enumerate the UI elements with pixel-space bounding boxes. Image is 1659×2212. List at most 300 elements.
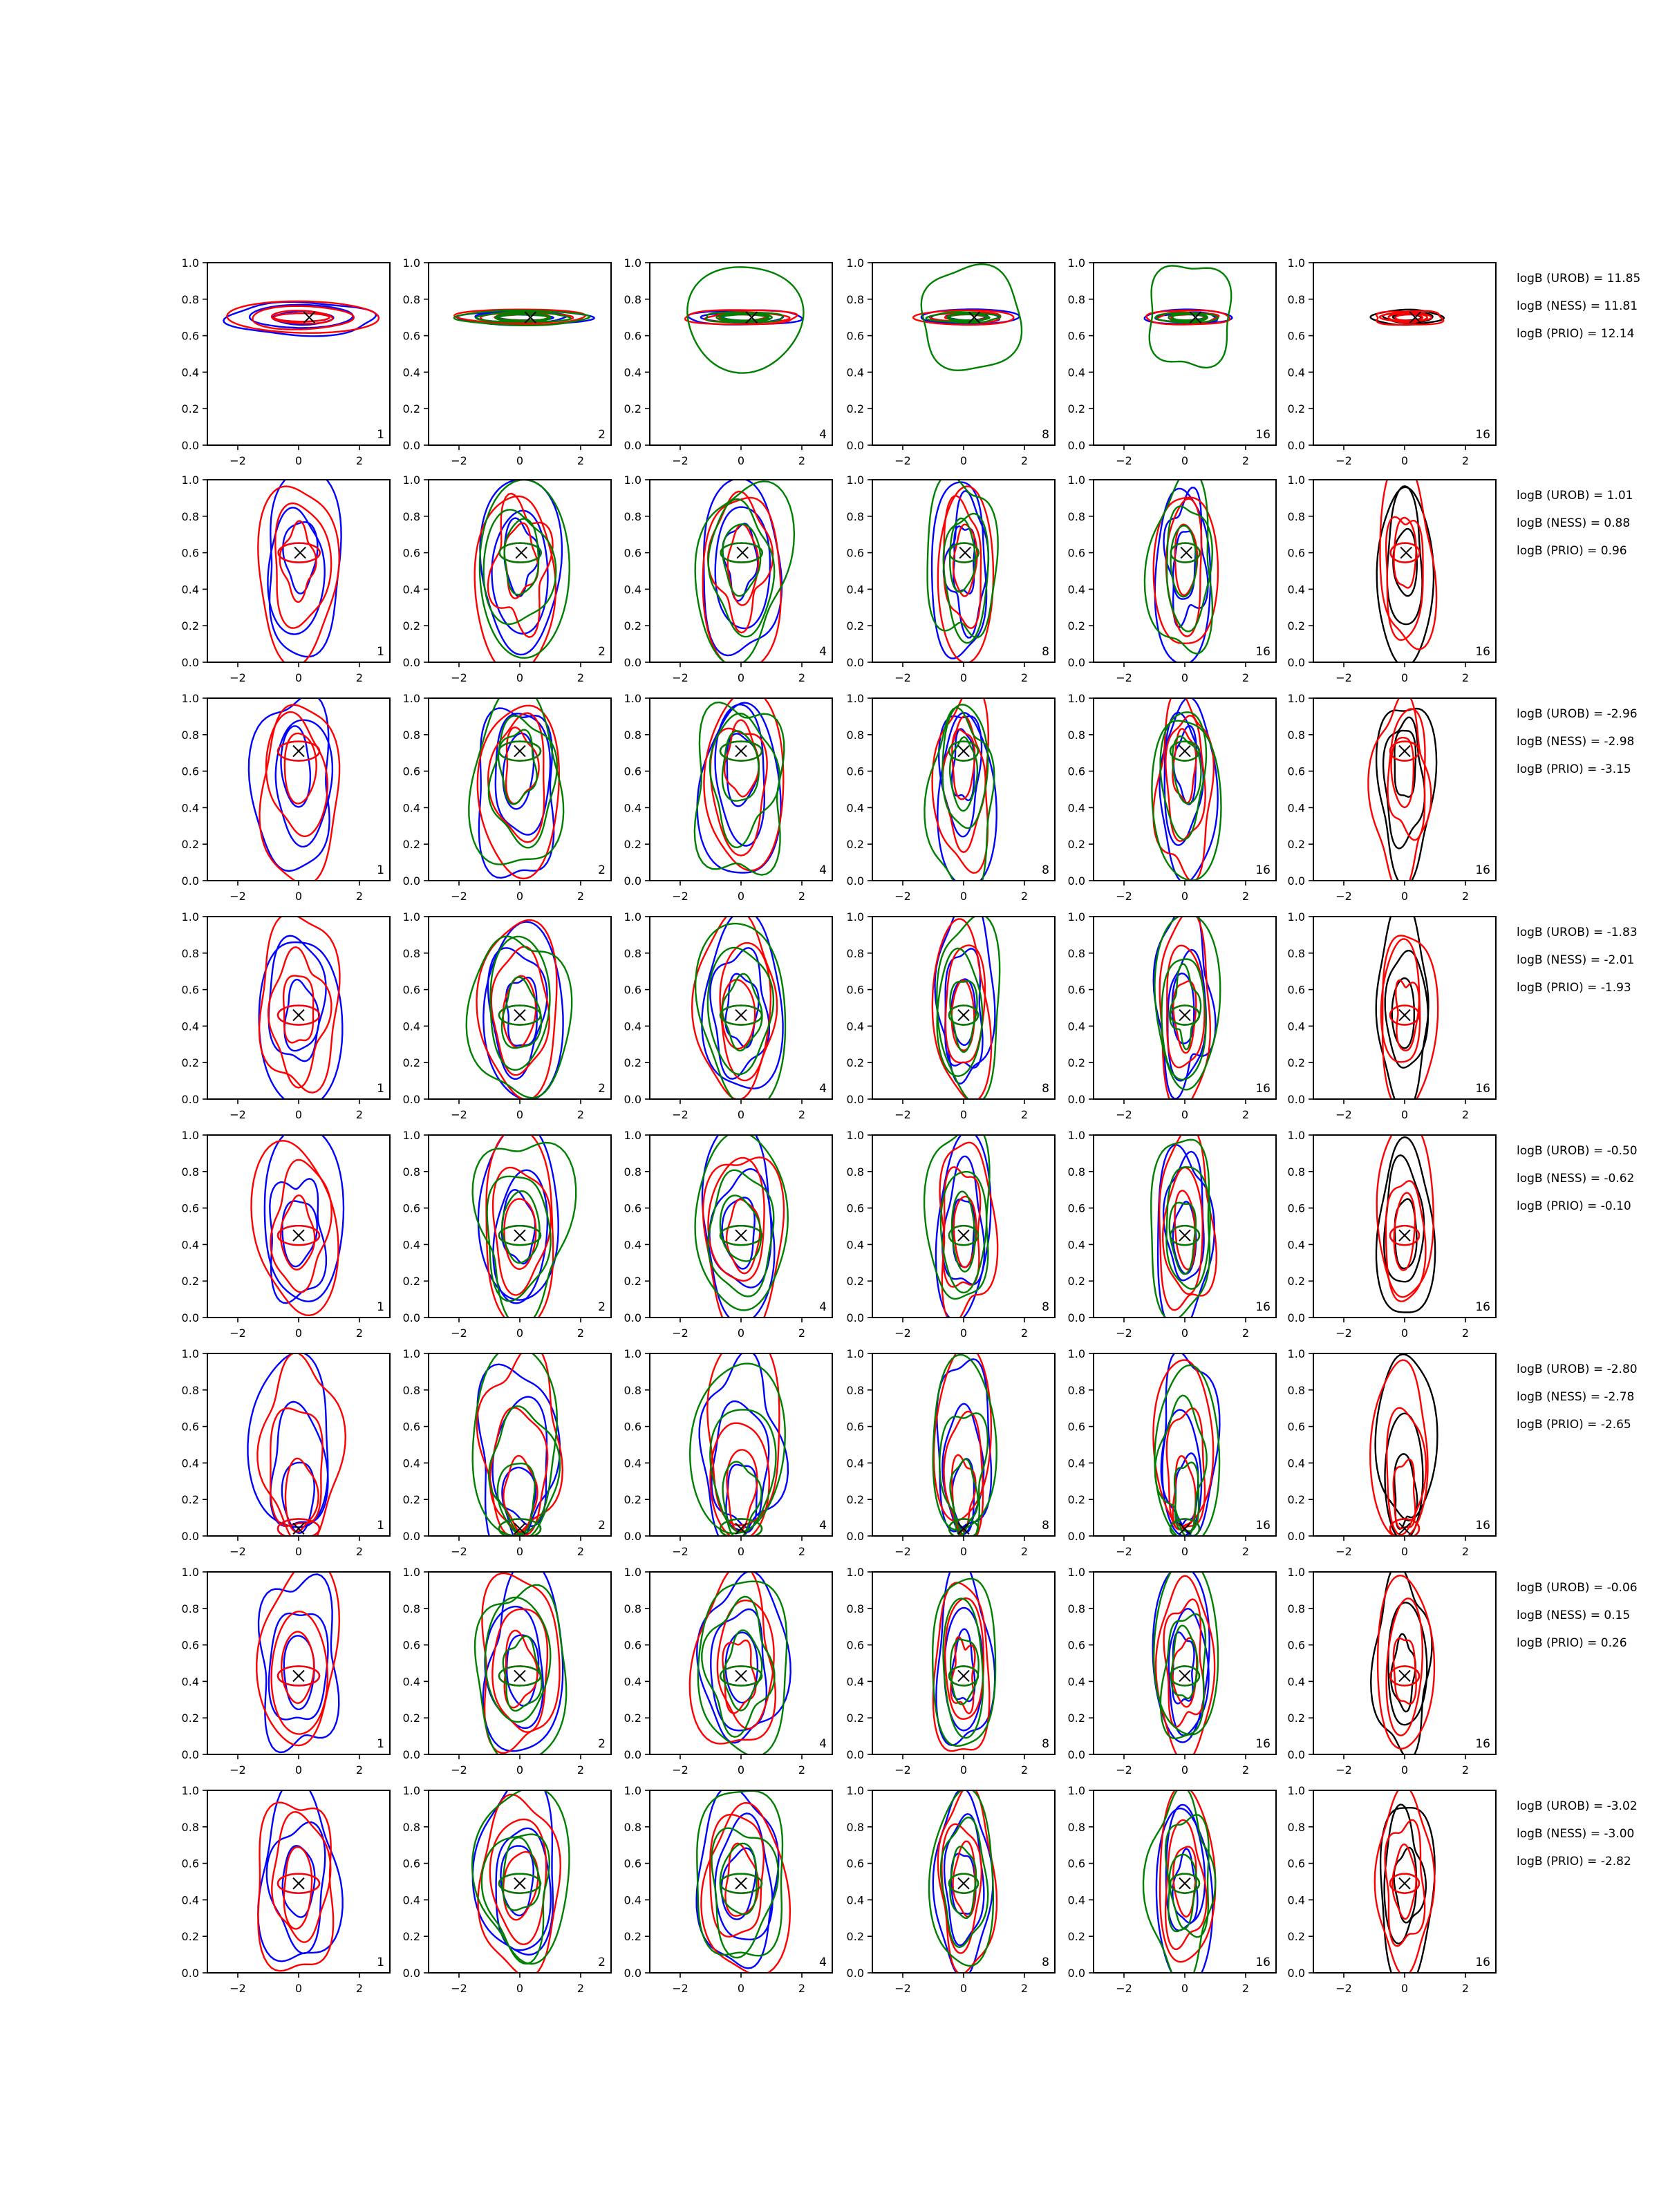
subplot-r6-c4 xyxy=(847,1345,1055,1558)
y-tick-label: 0.8 xyxy=(624,509,641,523)
truth-marker xyxy=(514,1670,525,1681)
x-tick-label: 0 xyxy=(294,1763,303,1777)
y-tick-label: 0.0 xyxy=(1287,1967,1305,1980)
x-tick-label: 2 xyxy=(1020,1982,1029,1995)
x-tick-label: 2 xyxy=(1241,1545,1250,1558)
y-tick-label: 0.0 xyxy=(846,1530,864,1543)
y-tick-label: 1.0 xyxy=(181,692,199,705)
y-tick-label: 0.2 xyxy=(181,402,199,416)
axes-frame xyxy=(1094,1790,1276,1973)
x-tick-label: −2 xyxy=(1116,1982,1132,1995)
x-tick-label: −2 xyxy=(672,1545,688,1558)
y-tick-label: 0.6 xyxy=(1287,1638,1305,1652)
y-tick-label: 0.0 xyxy=(1067,1093,1085,1106)
y-tick-label: 0.4 xyxy=(402,366,420,379)
x-tick-label: 0 xyxy=(516,890,524,903)
subplot-r1-c3 xyxy=(624,256,832,467)
truth-marker xyxy=(294,547,306,559)
contour-ness-level-3 xyxy=(727,1199,760,1273)
y-tick-label: 0.4 xyxy=(846,1675,864,1689)
contour-ness-level-3 xyxy=(505,1199,536,1268)
logb-annotation: logB (NESS) = 11.81 xyxy=(1517,299,1638,313)
y-tick-label: 0.8 xyxy=(1067,946,1085,960)
subplot-r8-c4 xyxy=(847,1784,1055,1995)
x-tick-label: 2 xyxy=(577,1327,585,1340)
y-tick-label: 0.6 xyxy=(846,1638,864,1652)
axes-frame xyxy=(1094,917,1276,1099)
truth-marker xyxy=(293,1670,304,1681)
y-tick-label: 0.0 xyxy=(181,1967,199,1980)
x-tick-label: 2 xyxy=(798,1545,806,1558)
y-tick-label: 0.2 xyxy=(624,1056,641,1070)
x-tick-label: 2 xyxy=(1461,1545,1470,1558)
x-tick-label: −2 xyxy=(451,671,467,684)
y-tick-label: 0.6 xyxy=(181,1201,199,1215)
contour-group xyxy=(473,1123,577,1328)
y-tick-label: 0.0 xyxy=(402,656,420,669)
contour-group xyxy=(472,1774,569,1978)
x-tick-label: 0 xyxy=(516,1108,524,1121)
y-tick-label: 0.0 xyxy=(1287,656,1305,669)
subplot-r1-c6 xyxy=(1288,256,1496,467)
axes-frame xyxy=(1313,698,1496,881)
y-tick-label: 0.4 xyxy=(624,801,641,815)
x-tick-label: 0 xyxy=(516,1982,524,1995)
subplot-r3-c1 xyxy=(182,692,390,903)
subplot-r7-c6 xyxy=(1288,1565,1496,1777)
axes-frame xyxy=(872,263,1055,445)
y-tick-label: 1.0 xyxy=(1067,256,1085,270)
axes-frame xyxy=(429,1790,611,1973)
x-tick-label: 0 xyxy=(959,1108,968,1121)
x-tick-label: 0 xyxy=(516,671,524,684)
y-tick-label: 0.4 xyxy=(846,1456,864,1470)
x-tick-label: 2 xyxy=(355,1327,364,1340)
x-tick-label: 0 xyxy=(294,890,303,903)
x-tick-label: 2 xyxy=(355,1763,364,1777)
x-tick-label: 0 xyxy=(737,1545,745,1558)
panel-label: 4 xyxy=(819,428,827,442)
y-tick-label: 0.2 xyxy=(624,1930,641,1944)
subplot-r3-c3 xyxy=(624,690,832,903)
axes-frame xyxy=(650,1353,832,1536)
y-tick-label: 0.8 xyxy=(1287,1383,1305,1397)
subplot-r2-c3 xyxy=(624,474,832,684)
y-tick-label: 0.0 xyxy=(624,1748,641,1761)
truth-marker xyxy=(1179,1010,1190,1021)
y-tick-label: 0.4 xyxy=(1067,366,1085,379)
contour-reference-level-2 xyxy=(1384,1155,1424,1282)
contour-ness-level-2 xyxy=(253,306,354,330)
x-tick-label: 0 xyxy=(1181,890,1189,903)
contour-urob-level-1 xyxy=(935,895,995,1084)
x-tick-label: −2 xyxy=(672,1982,688,1995)
x-tick-label: 0 xyxy=(294,1982,303,1995)
y-tick-label: 0.8 xyxy=(624,1820,641,1834)
y-tick-label: 0.6 xyxy=(1287,983,1305,997)
x-tick-label: 0 xyxy=(737,454,745,467)
x-tick-label: −2 xyxy=(894,454,911,467)
subplot-r7-c5 xyxy=(1068,1559,1276,1777)
subplot-r5-c6 xyxy=(1288,1121,1496,1340)
x-tick-label: −2 xyxy=(229,454,246,467)
x-tick-label: −2 xyxy=(672,1108,688,1121)
y-tick-label: 0.2 xyxy=(846,1056,864,1070)
contour-group xyxy=(256,1559,339,1752)
x-tick-label: 2 xyxy=(798,890,806,903)
y-tick-label: 0.4 xyxy=(181,1893,199,1907)
x-tick-label: 0 xyxy=(1181,1545,1189,1558)
x-tick-label: −2 xyxy=(672,890,688,903)
y-tick-label: 0.4 xyxy=(624,1238,641,1252)
contour-group xyxy=(933,1345,997,1542)
y-tick-label: 0.0 xyxy=(846,656,864,669)
y-tick-label: 1.0 xyxy=(624,1784,641,1797)
y-tick-label: 0.6 xyxy=(181,546,199,560)
y-tick-label: 0.4 xyxy=(624,366,641,379)
y-tick-label: 0.0 xyxy=(402,1530,420,1543)
y-tick-label: 0.4 xyxy=(846,1238,864,1252)
x-tick-label: 0 xyxy=(516,1327,524,1340)
x-tick-label: 0 xyxy=(516,454,524,467)
y-tick-label: 0.8 xyxy=(1067,509,1085,523)
logb-annotation: logB (NESS) = -2.78 xyxy=(1517,1390,1635,1404)
logb-annotation: logB (PRIO) = 0.96 xyxy=(1517,544,1627,558)
y-tick-label: 0.0 xyxy=(846,439,864,452)
panel-label: 16 xyxy=(1255,1737,1271,1751)
y-tick-label: 0.6 xyxy=(402,1201,420,1215)
y-tick-label: 1.0 xyxy=(624,474,641,487)
axes-frame xyxy=(207,480,390,662)
contour-urob-level-1 xyxy=(249,694,330,871)
axes-frame xyxy=(1313,917,1496,1099)
y-tick-label: 0.8 xyxy=(402,292,420,306)
y-tick-label: 0.8 xyxy=(1067,1383,1085,1397)
x-tick-label: 0 xyxy=(1181,454,1189,467)
y-tick-label: 0.2 xyxy=(1287,402,1305,416)
y-tick-label: 1.0 xyxy=(181,1566,199,1579)
truth-marker xyxy=(514,1878,525,1889)
y-tick-label: 1.0 xyxy=(1067,1566,1085,1579)
x-tick-label: 0 xyxy=(737,1982,745,1995)
x-tick-label: −2 xyxy=(1116,890,1132,903)
subplot-r3-c6 xyxy=(1288,692,1496,903)
x-tick-label: 2 xyxy=(1241,454,1250,467)
x-tick-label: 0 xyxy=(737,1763,745,1777)
contour-prio-level-1 xyxy=(921,264,1022,371)
y-tick-label: 0.6 xyxy=(1287,1857,1305,1871)
x-tick-label: 0 xyxy=(1400,890,1409,903)
y-tick-label: 0.4 xyxy=(1067,583,1085,597)
y-tick-label: 1.0 xyxy=(846,1347,864,1360)
panel-label: 8 xyxy=(1042,428,1049,442)
y-tick-label: 0.2 xyxy=(181,619,199,633)
y-tick-label: 0.8 xyxy=(1287,509,1305,523)
panel-label: 2 xyxy=(598,863,606,877)
y-tick-label: 0.4 xyxy=(1067,1238,1085,1252)
y-tick-label: 0.4 xyxy=(1067,1456,1085,1470)
y-tick-label: 0.0 xyxy=(1287,874,1305,888)
y-tick-label: 0.2 xyxy=(1287,619,1305,633)
y-tick-label: 0.4 xyxy=(181,801,199,815)
y-tick-label: 0.6 xyxy=(402,983,420,997)
y-tick-label: 0.2 xyxy=(624,1275,641,1288)
contour-group xyxy=(1368,693,1436,892)
x-tick-label: 0 xyxy=(959,1982,968,1995)
y-tick-label: 0.8 xyxy=(181,292,199,306)
y-tick-label: 0.4 xyxy=(1067,1020,1085,1033)
contour-group xyxy=(1153,1559,1218,1762)
y-tick-label: 0.6 xyxy=(624,1638,641,1652)
y-tick-label: 0.8 xyxy=(1287,292,1305,306)
axes-frame xyxy=(1313,263,1496,445)
panel-label: 1 xyxy=(377,645,384,659)
subplot-r2-c1 xyxy=(182,470,390,684)
y-tick-label: 0.8 xyxy=(846,1602,864,1615)
truth-marker xyxy=(735,1670,747,1681)
subplot-r6-c6 xyxy=(1288,1347,1496,1558)
subplot-r2-c4 xyxy=(847,474,1055,684)
y-tick-label: 0.4 xyxy=(1287,1020,1305,1033)
y-tick-label: 0.2 xyxy=(1287,1275,1305,1288)
y-tick-label: 1.0 xyxy=(402,910,420,924)
y-tick-label: 0.4 xyxy=(1287,1893,1305,1907)
x-tick-label: −2 xyxy=(1116,1327,1132,1340)
y-tick-label: 0.2 xyxy=(624,402,641,416)
x-tick-label: 2 xyxy=(577,454,585,467)
y-tick-label: 0.8 xyxy=(624,1383,641,1397)
panel-label: 8 xyxy=(1042,1082,1049,1096)
x-tick-label: 2 xyxy=(1461,671,1470,684)
panel-label: 1 xyxy=(377,1956,384,1969)
y-tick-label: 0.0 xyxy=(1287,1311,1305,1324)
x-tick-label: 2 xyxy=(1461,1327,1470,1340)
axes-frame xyxy=(1313,1790,1496,1973)
y-tick-label: 0.6 xyxy=(402,1638,420,1652)
contour-ness-level-2 xyxy=(272,1812,330,1942)
contour-group xyxy=(475,480,570,675)
x-tick-label: −2 xyxy=(1116,1545,1132,1558)
contour-group xyxy=(1152,691,1221,883)
y-tick-label: 0.6 xyxy=(1067,983,1085,997)
x-tick-label: −2 xyxy=(1335,1327,1352,1340)
x-tick-label: −2 xyxy=(672,671,688,684)
x-tick-label: 2 xyxy=(1241,890,1250,903)
y-tick-label: 0.0 xyxy=(1067,1967,1085,1980)
panel-label: 2 xyxy=(598,428,606,442)
truth-marker xyxy=(1179,1670,1190,1681)
subplot-r8-c1 xyxy=(182,1779,390,1995)
y-tick-label: 0.0 xyxy=(624,1967,641,1980)
logb-annotation: logB (PRIO) = -3.15 xyxy=(1517,762,1631,776)
truth-marker xyxy=(514,746,525,757)
y-tick-label: 0.8 xyxy=(1287,1820,1305,1834)
axes-frame xyxy=(650,1572,832,1754)
y-tick-label: 0.6 xyxy=(1287,329,1305,343)
y-tick-label: 0.0 xyxy=(402,1748,420,1761)
y-tick-label: 0.8 xyxy=(1287,1165,1305,1179)
x-tick-label: −2 xyxy=(229,1763,246,1777)
truth-marker xyxy=(735,1230,747,1241)
panel-label: 1 xyxy=(377,1519,384,1533)
contour-group xyxy=(1371,310,1444,325)
y-tick-label: 1.0 xyxy=(181,910,199,924)
contour-group xyxy=(1151,1127,1217,1335)
x-tick-label: 0 xyxy=(1181,1327,1189,1340)
truth-marker xyxy=(735,1878,747,1889)
contour-group xyxy=(223,301,379,337)
panel-label: 16 xyxy=(1255,1300,1271,1314)
y-tick-label: 0.4 xyxy=(402,1020,420,1033)
subplot-r2-c6 xyxy=(1288,458,1496,684)
y-tick-label: 0.2 xyxy=(402,1493,420,1507)
x-tick-label: 2 xyxy=(798,671,806,684)
x-tick-label: 2 xyxy=(798,1763,806,1777)
subplot-r1-c1 xyxy=(182,256,390,467)
logb-annotation: logB (PRIO) = -0.10 xyxy=(1517,1199,1631,1213)
y-tick-label: 1.0 xyxy=(1287,474,1305,487)
axes-frame xyxy=(1094,263,1276,445)
x-tick-label: 0 xyxy=(1181,671,1189,684)
y-tick-label: 0.6 xyxy=(402,1420,420,1434)
axes-frame xyxy=(207,1353,390,1536)
x-tick-label: −2 xyxy=(1116,454,1132,467)
y-tick-label: 0.8 xyxy=(846,1383,864,1397)
x-tick-label: −2 xyxy=(1335,1108,1352,1121)
truth-marker xyxy=(1179,746,1190,757)
y-tick-label: 0.0 xyxy=(402,439,420,452)
y-tick-label: 0.6 xyxy=(402,546,420,560)
y-tick-label: 0.8 xyxy=(1287,728,1305,742)
x-tick-label: 0 xyxy=(1181,1763,1189,1777)
x-tick-label: −2 xyxy=(894,1763,911,1777)
panel-label: 1 xyxy=(377,863,384,877)
subplot-r5-c2 xyxy=(403,1123,611,1340)
y-tick-label: 0.0 xyxy=(402,1967,420,1980)
contour-group xyxy=(924,686,996,900)
subplot-r8-c3 xyxy=(624,1784,832,1995)
panel-label: 2 xyxy=(598,1082,606,1096)
y-tick-label: 0.0 xyxy=(1287,1093,1305,1106)
y-tick-label: 0.8 xyxy=(846,1165,864,1179)
y-tick-label: 0.2 xyxy=(1287,1930,1305,1944)
y-tick-label: 0.2 xyxy=(1287,1056,1305,1070)
y-tick-label: 0.4 xyxy=(846,583,864,597)
y-tick-label: 0.0 xyxy=(1287,1530,1305,1543)
panel-label: 4 xyxy=(819,1082,827,1096)
y-tick-label: 0.2 xyxy=(181,1056,199,1070)
y-tick-label: 0.0 xyxy=(181,1748,199,1761)
y-tick-label: 0.4 xyxy=(846,1893,864,1907)
x-tick-label: 2 xyxy=(1020,1327,1029,1340)
x-tick-label: 0 xyxy=(959,890,968,903)
truth-marker xyxy=(1399,1670,1410,1681)
y-tick-label: 1.0 xyxy=(846,1129,864,1142)
y-tick-label: 0.2 xyxy=(402,1056,420,1070)
y-tick-label: 0.8 xyxy=(402,1602,420,1615)
x-tick-label: 0 xyxy=(294,1327,303,1340)
y-tick-label: 0.2 xyxy=(846,1275,864,1288)
y-tick-label: 0.6 xyxy=(402,765,420,778)
y-tick-label: 1.0 xyxy=(624,256,641,270)
y-tick-label: 1.0 xyxy=(181,474,199,487)
x-tick-label: 0 xyxy=(737,1108,745,1121)
axes-frame xyxy=(429,917,611,1099)
x-tick-label: 2 xyxy=(577,1108,585,1121)
x-tick-label: −2 xyxy=(229,1108,246,1121)
y-tick-label: 0.6 xyxy=(1067,1420,1085,1434)
subplot-r3-c4 xyxy=(847,686,1055,903)
truth-marker xyxy=(1179,1878,1190,1889)
contour-group xyxy=(1145,469,1218,664)
x-tick-label: 2 xyxy=(1020,890,1029,903)
x-tick-label: −2 xyxy=(894,1545,911,1558)
y-tick-label: 0.8 xyxy=(402,1820,420,1834)
x-tick-label: 0 xyxy=(516,1545,524,1558)
y-tick-label: 0.6 xyxy=(1067,765,1085,778)
y-tick-label: 0.4 xyxy=(846,801,864,815)
y-tick-label: 0.2 xyxy=(181,1712,199,1725)
y-tick-label: 1.0 xyxy=(846,910,864,924)
x-tick-label: 2 xyxy=(1241,1982,1250,1995)
contour-prio-level-1 xyxy=(924,708,994,900)
y-tick-label: 0.4 xyxy=(624,1893,641,1907)
x-tick-label: −2 xyxy=(672,1327,688,1340)
y-tick-label: 0.2 xyxy=(402,1712,420,1725)
subplot-r4-c5 xyxy=(1068,900,1276,1122)
y-tick-label: 0.2 xyxy=(846,619,864,633)
y-tick-label: 1.0 xyxy=(1067,1784,1085,1797)
y-tick-label: 0.2 xyxy=(624,838,641,852)
y-tick-label: 1.0 xyxy=(846,692,864,705)
y-tick-label: 1.0 xyxy=(181,256,199,270)
x-tick-label: 0 xyxy=(294,454,303,467)
contour-ness-level-2 xyxy=(488,713,544,843)
panel-label: 2 xyxy=(598,1300,606,1314)
x-tick-label: −2 xyxy=(451,1327,467,1340)
panel-label: 8 xyxy=(1042,863,1049,877)
axes-frame xyxy=(1094,1353,1276,1536)
x-tick-label: 0 xyxy=(1400,1327,1409,1340)
axes-frame xyxy=(1094,1572,1276,1754)
x-tick-label: 2 xyxy=(1461,890,1470,903)
y-tick-label: 0.0 xyxy=(402,1311,420,1324)
panel-label: 2 xyxy=(598,1737,606,1751)
contour-ness-level-3 xyxy=(1396,980,1419,1051)
y-tick-label: 0.2 xyxy=(846,1493,864,1507)
y-tick-label: 1.0 xyxy=(846,256,864,270)
axes-frame xyxy=(429,263,611,445)
x-tick-label: −2 xyxy=(1116,1763,1132,1777)
y-tick-label: 0.8 xyxy=(181,1820,199,1834)
y-tick-label: 0.8 xyxy=(1067,1165,1085,1179)
panel-label: 16 xyxy=(1255,645,1271,659)
y-tick-label: 0.4 xyxy=(1067,801,1085,815)
x-tick-label: −2 xyxy=(1335,454,1352,467)
y-tick-label: 0.8 xyxy=(1287,946,1305,960)
y-tick-label: 0.6 xyxy=(181,329,199,343)
y-tick-label: 0.2 xyxy=(1067,1275,1085,1288)
contour-reference-level-2 xyxy=(1385,1414,1423,1541)
subplot-r4-c6 xyxy=(1288,899,1496,1121)
x-tick-label: 0 xyxy=(737,1327,745,1340)
panel-label: 16 xyxy=(1475,1956,1490,1969)
x-tick-label: −2 xyxy=(1116,1108,1132,1121)
y-tick-label: 0.8 xyxy=(181,1602,199,1615)
x-tick-label: 2 xyxy=(1020,1545,1029,1558)
truth-marker xyxy=(514,1010,525,1021)
y-tick-label: 0.2 xyxy=(181,1930,199,1944)
